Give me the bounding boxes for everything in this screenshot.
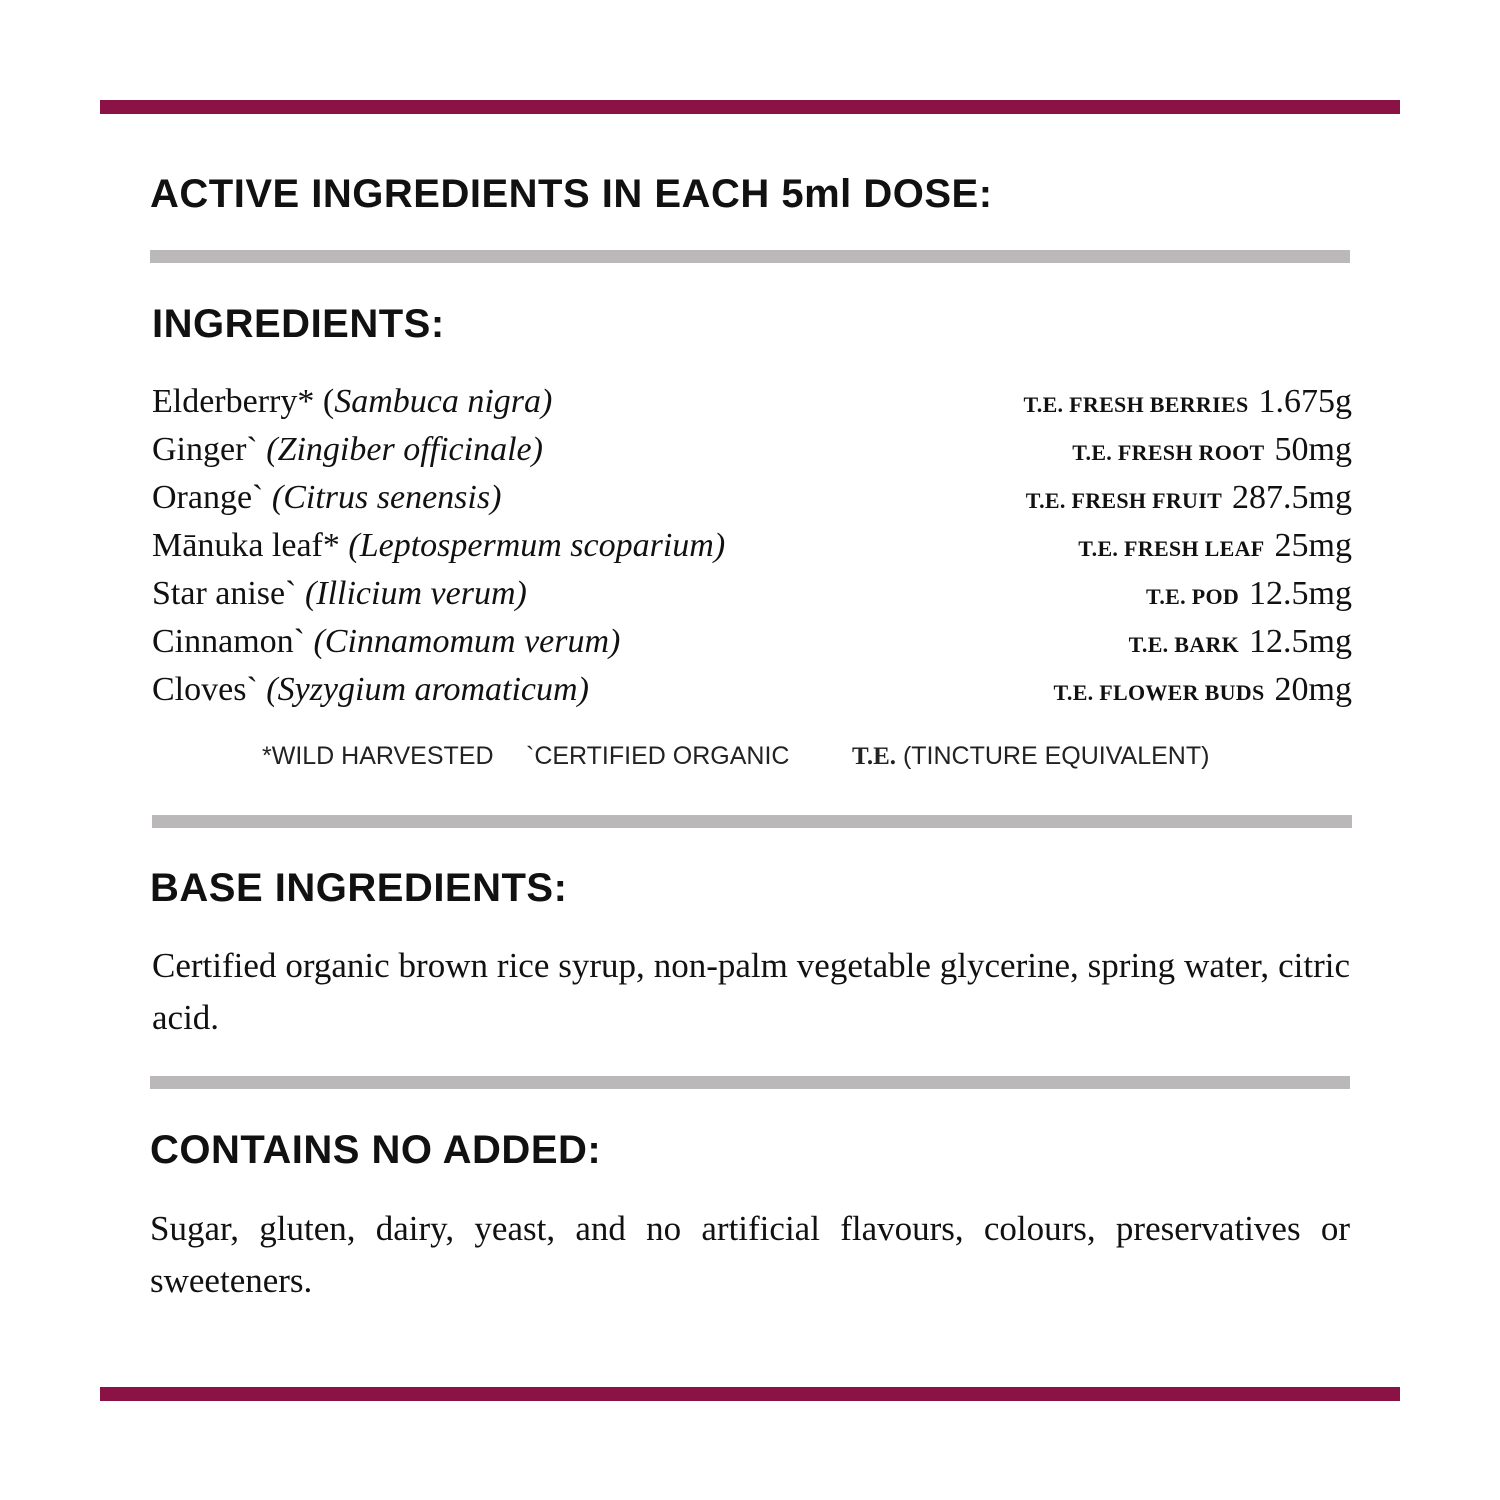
no-added-text: Sugar, gluten, dairy, yeast, and no artificial flavours, colours, preservatives or sweeteners.	[150, 1209, 1350, 1300]
ingredient-row	[152, 570, 1352, 618]
ingredient-name: Orange` (Citrus senensis)	[152, 479, 502, 516]
base-ingredients-text: Certified organic brown rice syrup, non-palm vegetable glycerine, spring water, citric acid.	[152, 946, 1350, 1037]
base-ingredients-heading: BASE INGREDIENTS:	[150, 866, 568, 910]
ingredient-amount: T.E. FRESH LEAF 25mg	[1078, 527, 1352, 564]
ingredient-name: Cloves` (Syzygium aromaticum)	[152, 671, 589, 708]
ingredient-name: Elderberry* (Sambuca nigra)	[152, 383, 553, 420]
ingredient-amount: T.E. BARK 12.5mg	[1128, 623, 1352, 660]
bottom-accent-bar	[100, 1387, 1400, 1401]
divider	[150, 250, 1350, 263]
legend	[0, 742, 1500, 776]
no-added-heading: CONTAINS NO ADDED:	[150, 1128, 602, 1172]
ingredient-amount: T.E. FRESH ROOT 50mg	[1072, 431, 1352, 468]
ingredient-row	[152, 666, 1352, 714]
ingredient-row	[152, 522, 1352, 570]
ingredient-row	[152, 426, 1352, 474]
ingredient-row	[152, 378, 1352, 426]
ingredient-name: Cinnamon` (Cinnamomum verum)	[152, 623, 621, 660]
legend-certified-organic: `CERTIFIED ORGANIC	[526, 742, 790, 770]
ingredient-row	[152, 618, 1352, 666]
ingredients-heading: INGREDIENTS:	[152, 302, 445, 346]
legend-wild-harvested: *WILD HARVESTED	[262, 742, 494, 770]
ingredient-amount: T.E. POD 12.5mg	[1145, 575, 1352, 612]
divider	[152, 815, 1352, 828]
ingredient-list	[152, 378, 1352, 714]
divider	[150, 1076, 1350, 1089]
ingredient-name: Mānuka leaf* (Leptospermum scoparium)	[152, 527, 726, 564]
ingredient-name: Ginger` (Zingiber officinale)	[152, 431, 543, 468]
top-accent-bar	[100, 100, 1400, 114]
ingredient-amount: T.E. FRESH BERRIES 1.675g	[1023, 383, 1352, 420]
legend-tincture-equivalent: T.E. (TINCTURE EQUIVALENT)	[852, 742, 1210, 770]
main-heading: ACTIVE INGREDIENTS IN EACH 5ml DOSE:	[150, 172, 993, 216]
ingredient-name: Star anise` (Illicium verum)	[152, 575, 527, 612]
ingredient-amount: T.E. FRESH FRUIT 287.5mg	[1025, 479, 1352, 516]
ingredient-row	[152, 474, 1352, 522]
ingredient-amount: T.E. FLOWER BUDS 20mg	[1053, 671, 1352, 708]
